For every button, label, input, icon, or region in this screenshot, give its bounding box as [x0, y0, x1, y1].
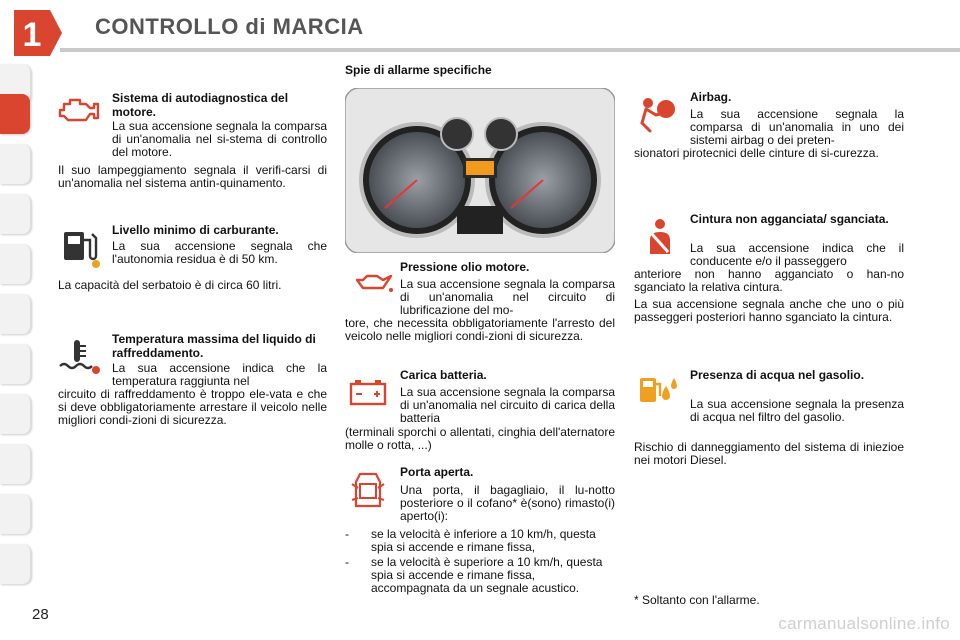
list-item: - se la velocità è superiore a 10 km/h, questa spia si accende e rimane fissa, accompagnata da un segnale acustico. — [345, 555, 603, 595]
door-open-icon — [350, 470, 386, 512]
section-title: Spie di allarme specifiche — [345, 63, 492, 77]
block-text: La sua accensione indica che il conducente e/o il passeggero — [690, 241, 904, 268]
engine-icon — [58, 94, 100, 124]
coolant-temp-icon — [58, 338, 102, 376]
rail-tab[interactable] — [0, 444, 31, 484]
block-heading: Porta aperta. — [400, 465, 474, 479]
chapter-tab-icon — [10, 6, 64, 60]
block-heading: Presenza di acqua nel gasolio. — [690, 368, 865, 382]
block-text: La sua accensione segnala la comparsa di un'anomalia nel si-stema di controllo del motore. — [112, 119, 327, 159]
footnote: * Soltanto con l'allarme. — [634, 593, 760, 607]
block-text: La sua accensione indica che la temperatura raggiunta nel — [112, 361, 327, 388]
block-text: La sua accensione segnala la presenza di acqua nel filtro del gasolio. — [690, 397, 904, 424]
chapter-number: 1 — [22, 16, 42, 54]
rail-tab[interactable] — [0, 344, 31, 384]
chapter-rail — [0, 64, 34, 584]
block-text: Una porta, il bagagliaio, il lu-notto posteriore o il cofano* è(sono) rimasto(i) aperto(i): — [400, 483, 615, 523]
block-extra: tore, che necessita obbligatoriamente l'arresto del veicolo nelle migliori condi-zioni di sicurezza. — [345, 316, 615, 343]
block-extra: circuito di raffreddamento è troppo ele-vata e che si deve obbligatoriamente arrestare il veicolo nelle migliori condi-zioni di sicurezza. — [58, 387, 327, 427]
block-extra: La capacità del serbatoio è di circa 60 litri. — [58, 278, 282, 292]
block-extra: La sua accensione segnala anche che uno o più passeggeri posteriori hanno sganciato la cintura. — [634, 297, 904, 324]
oil-can-icon — [353, 270, 395, 294]
block-heading: Livello minimo di carburante. — [112, 223, 279, 237]
rail-tab[interactable] — [0, 244, 31, 284]
block-heading: Sistema di autodiagnostica del motore. — [112, 91, 289, 119]
instrument-cluster-image — [345, 88, 615, 253]
block-text: La sua accensione segnala la comparsa di un'anomalia nel circuito di lubrificazione del mo- — [400, 277, 615, 317]
block-extra: anteriore non hanno agganciato o han-no sganciato la relativa cintura. — [634, 267, 904, 294]
rail-tab[interactable] — [0, 394, 31, 434]
block-extra: (terminali sporchi o allentati, cinghia dell'aternatore molle o rotta, ...) — [345, 425, 615, 452]
header-rule — [60, 48, 960, 52]
block-extra: Rischio di danneggiamento del sistema di iniezioe nei motori Diesel. — [634, 440, 904, 467]
rail-tab[interactable] — [0, 544, 31, 584]
block-heading: Temperatura massima del liquido di raffreddamento. — [112, 332, 316, 360]
seatbelt-icon — [642, 218, 678, 258]
block-text: La sua accensione segnala che l'autonomia residua è di 50 km. — [112, 239, 327, 266]
block-heading: Carica batteria. — [400, 368, 487, 382]
page-number: 28 — [32, 606, 49, 623]
rail-tab-active[interactable] — [0, 94, 30, 134]
rail-tab[interactable] — [0, 194, 31, 234]
watermark: carmanualsonline.info — [778, 614, 950, 633]
block-text: La sua accensione segnala la comparsa di un'anomalia nel circuito di carica della batteria — [400, 385, 615, 425]
page-title: CONTROLLO di MARCIA — [95, 14, 364, 39]
rail-tab[interactable] — [0, 494, 31, 534]
block-heading: Pressione olio motore. — [400, 260, 530, 274]
rail-tab[interactable] — [0, 294, 31, 334]
water-in-diesel-icon — [636, 372, 680, 406]
block-heading: Cintura non agganciata/ sganciata. — [690, 212, 889, 226]
fuel-pump-icon — [60, 226, 102, 270]
battery-icon — [348, 378, 388, 406]
block-heading: Airbag. — [690, 90, 732, 104]
rail-tab[interactable] — [0, 144, 31, 184]
block-extra: Il suo lampeggiamento segnala il verifi-carsi di un'anomalia nel sistema antin-quinamento. — [58, 163, 327, 190]
block-extra: sionatori pirotecnici delle cinture di si-curezza. — [634, 146, 879, 160]
list-item: - se la velocità è inferiore a 10 km/h, questa spia si accende e rimane fissa, — [345, 527, 596, 554]
block-text: La sua accensione segnala la comparsa di un'anomalia in uno dei sistemi airbag o dei preten- — [690, 107, 904, 147]
airbag-icon — [636, 95, 680, 135]
